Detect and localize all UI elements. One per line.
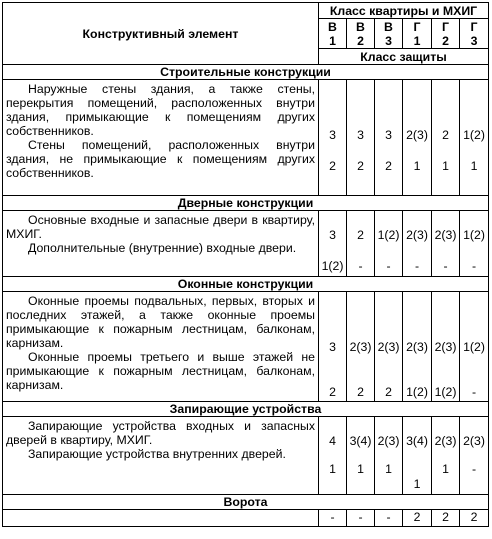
- item-text: Оконные проемы третьего и выше этажей не примыкающие к пожарным лестницам, балконам, карнизам.: [6, 350, 315, 392]
- section-description: [3, 292, 319, 402]
- value-cell: 2 -: [347, 211, 375, 277]
- value-cell: 2: [403, 510, 432, 527]
- section-title: Дверные конструкции: [3, 196, 489, 211]
- value-cell: 2(3) -: [403, 211, 432, 277]
- item-text: Запирающие устройства внутренних дверей.: [28, 447, 286, 461]
- section-title: Оконные конструкции: [3, 277, 489, 292]
- column-header-element: Конструктивный элемент: [3, 3, 319, 65]
- value-cell: 2(3) 1(2): [432, 292, 460, 402]
- class-header-g3: Г 3: [460, 19, 489, 49]
- column-header-protection-class: Класс защиты: [319, 49, 489, 65]
- section-description: [3, 80, 319, 196]
- class-header-v2: В 2: [347, 19, 375, 49]
- value-cell: 3 2: [347, 80, 375, 196]
- class-header-g2: Г 2: [432, 19, 460, 49]
- value-cell: 2(3) 1(2): [403, 292, 432, 402]
- value-cell: 2(3) 1: [403, 80, 432, 196]
- value-cell: 3(4) 1: [347, 417, 375, 495]
- item-text: Дополнительные (внутренние) входные двери.: [28, 241, 297, 255]
- value-cell: 2: [460, 510, 489, 527]
- value-cell: 2(3) 2: [375, 292, 403, 402]
- item-text: Стены помещений, расположенных внутри здания, не примыкающие к помещениям других собственников.: [6, 138, 315, 180]
- value-cell: 2(3) -: [460, 417, 489, 495]
- item-text: Наружные стены здания, а также стены, перекрытия помещений, расположенных внутри здания, примыкающие к помещениям других собственников.: [6, 82, 315, 138]
- value-cell: 2(3) -: [432, 211, 460, 277]
- section-description: [3, 211, 319, 277]
- value-cell: -: [319, 510, 347, 527]
- item-text: Основные входные и запасные двери в квартиру, МХИГ.: [6, 213, 315, 241]
- item-text: Запирающие устройства входных и запасных дверей в квартиру, МХИГ.: [6, 419, 315, 447]
- section-title: Строительные конструкции: [3, 65, 489, 80]
- value-cell: 2(3) 1: [432, 417, 460, 495]
- section-description: [3, 417, 319, 495]
- value-cell: 3(4) 1: [403, 417, 432, 495]
- section-title: Ворота: [3, 495, 489, 510]
- value-cell: 4 1: [319, 417, 347, 495]
- value-cell: 2 1: [432, 80, 460, 196]
- section-title: Запирающие устройства: [3, 402, 489, 417]
- value-cell: -: [347, 510, 375, 527]
- value-cell: 1(2) -: [460, 211, 489, 277]
- value-cell: 1(2) 1: [460, 80, 489, 196]
- value-cell: 3 1(2): [319, 211, 347, 277]
- value-cell: 2: [432, 510, 460, 527]
- class-header-v1: В 1: [319, 19, 347, 49]
- value-cell: 3 2: [319, 292, 347, 402]
- protection-class-table: [2, 2, 489, 527]
- class-header-g1: Г 1: [403, 19, 432, 49]
- value-cell: 2(3) 1: [375, 417, 403, 495]
- class-header-v3: В 3: [375, 19, 403, 49]
- section-description: [3, 510, 319, 527]
- column-header-apartment-class: Класс квартиры и МХИГ: [319, 3, 489, 19]
- value-cell: 3 2: [319, 80, 347, 196]
- value-cell: -: [375, 510, 403, 527]
- value-cell: 1(2) -: [375, 211, 403, 277]
- value-cell: 3 2: [375, 80, 403, 196]
- item-text: Оконные проемы подвальных, первых, вторых и последних этажей, а также оконные проемы примыкающие к пожарным лестницам, балконам, карнизам.: [6, 294, 315, 350]
- value-cell: 1(2) -: [460, 292, 489, 402]
- value-cell: 2(3) 2: [347, 292, 375, 402]
